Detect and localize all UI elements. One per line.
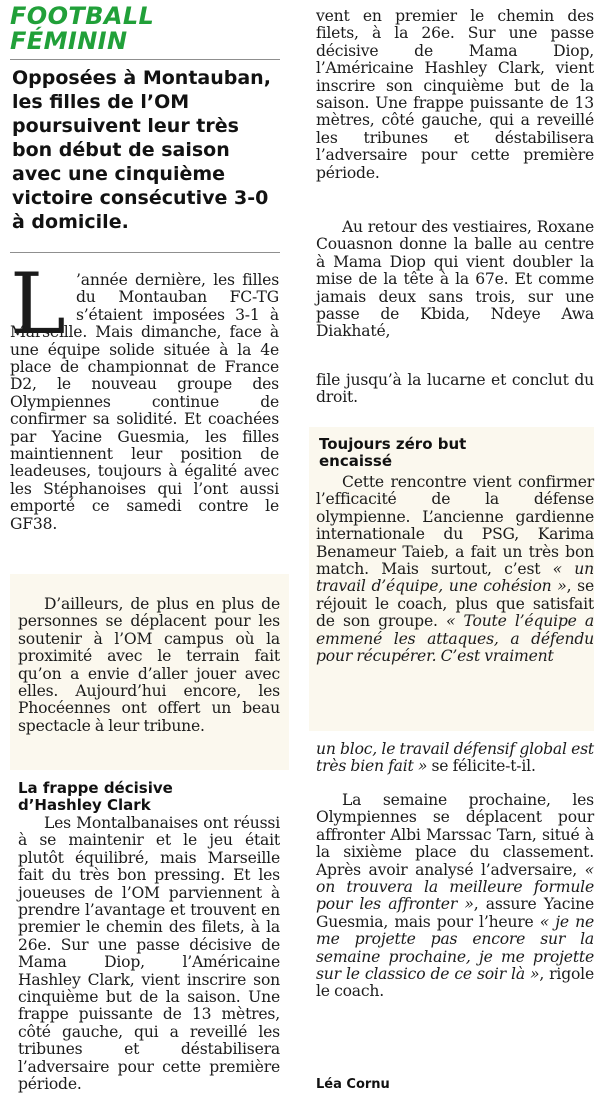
match-continuation-text: vent en premier le chemin des filets, à la 26e. Sur une passe décisive de Mama Diop, l’Américaine Hashley Clark, vient inscrire son cinquième but de la saison. Une frappe puissante de 13 mètres, côté gauche, qui a reveillé les tribunes et déstabilisera l’adversaire pour cette première période. bbox=[316, 7, 594, 182]
left-column bbox=[0, 0, 295, 1109]
paragraph-supporters: D’ailleurs, de plus en plus de personnes se déplacent pour les soutenir à l’OM campus où la proximité avec le terrain fait qu’on a envie d’aller jouer avec elles. Aujourd’hui encore, les Phocéennes ont offert un beau spectacle à leur tribune. bbox=[18, 595, 280, 735]
paragraph-intro: ’année dernière, les filles du Montauban FC-TG s’étaient imposées 3-1 à Marseille. Mais dimanche, face à une équipe solide située à la 4e place de championnat de France D2, le nouveau groupe des Olympiennes continue de confirmer sa solidité. Et coachées par Yacine Guesmia, les filles maintiennent leur position de leadeuses, toujours à égalité avec les Stéphanoises qui l’ont aussi emporté ce samedi contre le GF38. bbox=[10, 271, 279, 533]
lede: Opposées à Montauban, les filles de l’OM poursuivent leur très bon début de saison avec une cinquième victoire consécutive 3-0 à domicile. bbox=[12, 67, 271, 233]
paragraph-defense: Cette rencontre vient confirmer l’efficacité de la défense olympienne. L’ancienne gardienne internationale du PSG, Karima Benameur Taieb, a fait un très bon match. Mais surtout, c’est « un travail d’équipe, une cohésion », se réjouit le coach, plus que satisfait de son groupe. « Toute l’équipe a emmené les attaques, a défendu pour récupérer. C’est vraiment bbox=[316, 473, 594, 666]
right-column bbox=[309, 0, 599, 1109]
dropcap-float bbox=[10, 272, 76, 324]
paragraph-second-half: Au retour des vestiaires, Roxane Couasnon donne la balle au centre à Mama Diop qui vient doubler la mise de la tête à la 67e. Et comme jamais deux sans trois, sur une passe de Kbida, Ndeye Awa Diakhaté, bbox=[316, 218, 594, 341]
section-kicker bbox=[10, 4, 154, 54]
kicker-line-2: FÉMININ bbox=[10, 27, 128, 55]
lede-rule bbox=[10, 252, 280, 253]
drop-cap: L bbox=[10, 255, 66, 353]
top-rule bbox=[10, 59, 280, 60]
subheading-clark: La frappe décisive d’Hashley Clark bbox=[18, 779, 173, 814]
paragraph-next-week: La semaine prochaine, les Olympiennes se déplacent pour affronter Albi Marssac Tarn, situé à la sixième place du classement. Après avoir analysé l’adversaire, « on trouvera la meilleure formule pour les affronter », assure Yacine Guesmia, mais pour l’heure « je ne me projette pas encore sur la semaine prochaine, je me projette sur le classico de ce soir là », rigole le coach. bbox=[316, 791, 594, 1001]
kicker-line-1: FOOTBALL bbox=[10, 2, 155, 30]
paragraph-defense-end: un bloc, le travail défensif global est très bien fait » se félicite-t-il. bbox=[316, 740, 594, 776]
paragraph-match: Les Montalbanaises ont réussi à se maintenir et le jeu était plutôt équilibré, mais Marseille fait du très bon pressing. Et les joueuses de l’OM parviennent à prendre l’avantage et trouvent en premier le chemin des filets, à la 26e. Sur une passe décisive de Mama Diop, l’Américaine Hashley Clark, vient inscrire son cinquième but de la saison. Une frappe puissante de 13 mètres, côté gauche, qui a reveillé les tribunes et déstabilisera l’adversaire pour cette première période. bbox=[18, 814, 280, 1094]
paragraph-third-goal: file jusqu’à la lucarne et conclut du droit. bbox=[316, 371, 594, 407]
paragraph-match-continued-wrap bbox=[316, 8, 594, 218]
subheading-defense: Toujours zéro but encaissé bbox=[319, 435, 467, 470]
byline-author: Léa Cornu bbox=[316, 1077, 390, 1092]
